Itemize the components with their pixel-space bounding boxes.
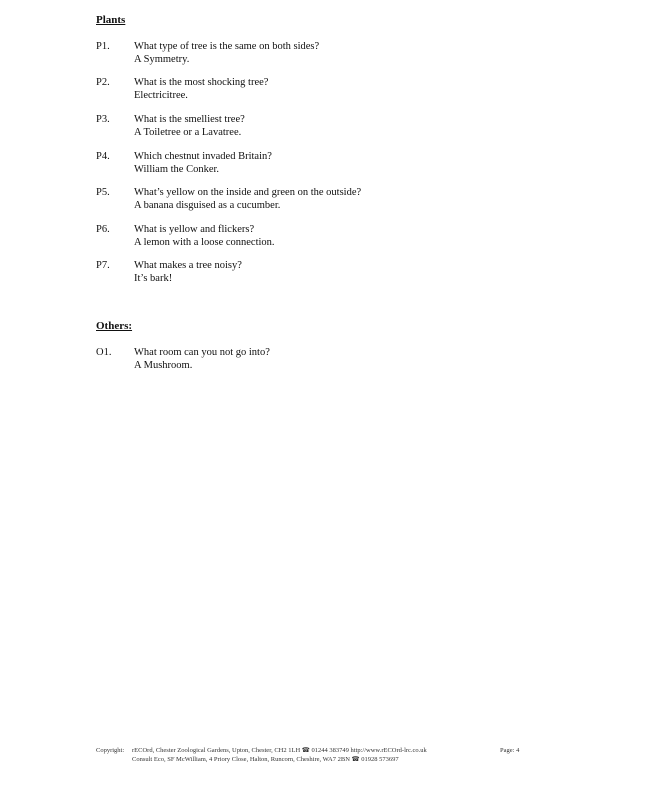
qa-question: What makes a tree noisy? bbox=[134, 260, 242, 271]
qa-answer: A banana disguised as a cucumber. bbox=[134, 200, 281, 211]
section-title-others: Others: bbox=[96, 320, 133, 332]
copyright-line-record: rECOrd, Chester Zoological Gardens, Upton, Chester, CH2 1LH ☎ 01244 383749 http://www.rECOrd-lrc.co.uk bbox=[132, 747, 427, 754]
qa-question: What is yellow and flickers? bbox=[134, 224, 255, 235]
page-number: Page: 4 bbox=[500, 747, 520, 754]
qa-answer: It’s bark! bbox=[134, 273, 173, 284]
qa-question: What type of tree is the same on both sides? bbox=[134, 41, 320, 52]
qa-answer: A Mushroom. bbox=[134, 360, 193, 371]
copyright-line-consult-eco: Consult Eco, SF McWilliam, 4 Priory Close, Halton, Runcorn, Cheshire, WA7 2BN ☎ 01928 573697 bbox=[132, 756, 399, 763]
qa-answer: A Toiletree or a Lavatree. bbox=[134, 127, 242, 138]
qa-question: What is the smelliest tree? bbox=[134, 114, 245, 125]
qa-id: P1. bbox=[96, 41, 110, 52]
qa-question: Which chestnut invaded Britain? bbox=[134, 151, 272, 162]
qa-answer: A lemon with a loose connection. bbox=[134, 237, 275, 248]
copyright-label: Copyright: bbox=[96, 747, 125, 754]
section-title-plants: Plants bbox=[96, 14, 126, 26]
qa-id: P4. bbox=[96, 151, 110, 162]
qa-id: O1. bbox=[96, 347, 112, 358]
qa-question: What room can you not go into? bbox=[134, 347, 270, 358]
qa-question: What’s yellow on the inside and green on the outside? bbox=[134, 187, 362, 198]
qa-answer: Electricitree. bbox=[134, 90, 188, 101]
qa-id: P2. bbox=[96, 77, 110, 88]
qa-id: P3. bbox=[96, 114, 110, 125]
qa-question: What is the most shocking tree? bbox=[134, 77, 269, 88]
qa-id: P7. bbox=[96, 260, 110, 271]
qa-answer: A Symmetry. bbox=[134, 54, 190, 65]
qa-answer: William the Conker. bbox=[134, 164, 220, 175]
qa-id: P5. bbox=[96, 187, 110, 198]
qa-id: P6. bbox=[96, 224, 110, 235]
